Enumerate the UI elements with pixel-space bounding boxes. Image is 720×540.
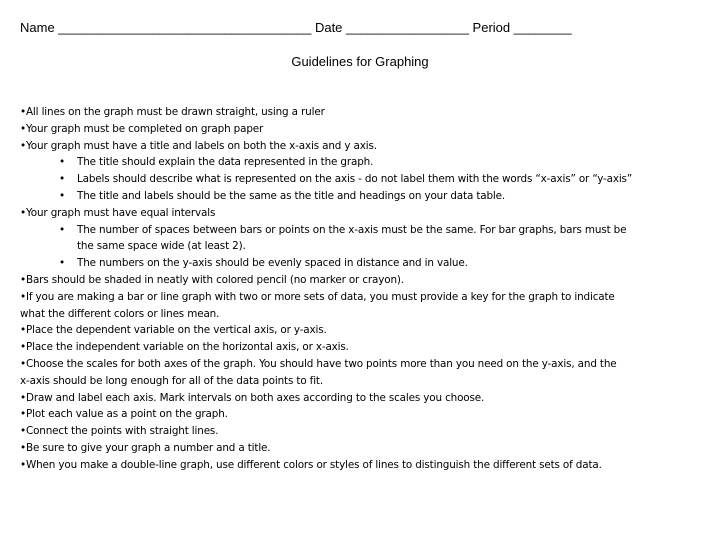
sub-guideline-same-as-table: [20, 188, 700, 205]
guideline-independent-variable: •Place the independent variable on the horizontal axis, or x-axis.: [20, 341, 349, 354]
bullet-icon: •: [59, 173, 65, 186]
guideline-scales: •Choose the scales for both axes of the graph. You should have two points more than you need on the y-axis, and the: [20, 357, 617, 370]
guideline-double-line: •When you make a double-line graph, use different colors or styles of lines to distinguish the different sets of data.: [20, 458, 602, 471]
bullet-icon: •: [59, 156, 65, 169]
guideline-key: •If you are making a bar or line graph with two or more sets of data, you must provide a key for the graph to indicate: [20, 290, 615, 303]
guideline-draw-axes: •Draw and label each axis. Mark intervals on both axes according to the scales you choose.: [20, 391, 485, 404]
guideline-plot-values: •Plot each value as a point on the graph.: [20, 408, 228, 421]
guideline-shading: •Bars should be shaded in neatly with colored pencil (no marker or crayon).: [20, 273, 404, 286]
sub-guideline-spacing-continued: the same space wide (at least 2).: [77, 240, 246, 253]
sub-guideline-text: The numbers on the y-axis should be evenly spaced in distance and in value.: [77, 257, 468, 270]
guideline-key-continued: what the different colors or lines mean.: [20, 307, 220, 320]
bullet-icon: •: [59, 189, 65, 202]
sub-guideline-spacing: [20, 222, 700, 239]
guideline-title-labels: •Your graph must have a title and labels on both the x-axis and y axis.: [20, 139, 377, 152]
sub-guideline-text: The title and labels should be the same as the title and headings on your data table.: [77, 189, 506, 202]
sub-guideline-title: [20, 154, 700, 171]
sub-guideline-labels: [20, 171, 700, 188]
bullet-icon: •: [59, 257, 65, 270]
bullet-icon: •: [59, 223, 65, 236]
guideline-scales-continued: x-axis should be long enough for all of the data points to fit.: [20, 374, 324, 387]
guideline-dependent-variable: •Place the dependent variable on the vertical axis, or y-axis.: [20, 324, 327, 337]
guideline-number-title: •Be sure to give your graph a number and a title.: [20, 441, 271, 454]
guideline-ruler: •All lines on the graph must be drawn straight, using a ruler: [20, 106, 325, 118]
guideline-connect-points: •Connect the points with straight lines.: [20, 425, 219, 438]
sub-guideline-text: The number of spaces between bars or points on the x-axis must be the same. For bar graphs, bars must be: [77, 223, 627, 236]
name-date-period-line: Name ___________________________________ Date _________________ Period ________: [20, 20, 572, 35]
guideline-graph-paper: •Your graph must be completed on graph paper: [20, 122, 264, 135]
sub-guideline-text: The title should explain the data represented in the graph.: [77, 156, 374, 169]
page-title: Guidelines for Graphing: [291, 54, 429, 69]
sub-guideline-text: Labels should describe what is represented on the axis - do not label them with the words “x-axis” or “y-axis”: [77, 173, 633, 186]
guidelines-list: [20, 104, 700, 474]
guideline-equal-intervals: •Your graph must have equal intervals: [20, 206, 216, 219]
sub-guideline-y-axis-numbers: [20, 255, 700, 272]
